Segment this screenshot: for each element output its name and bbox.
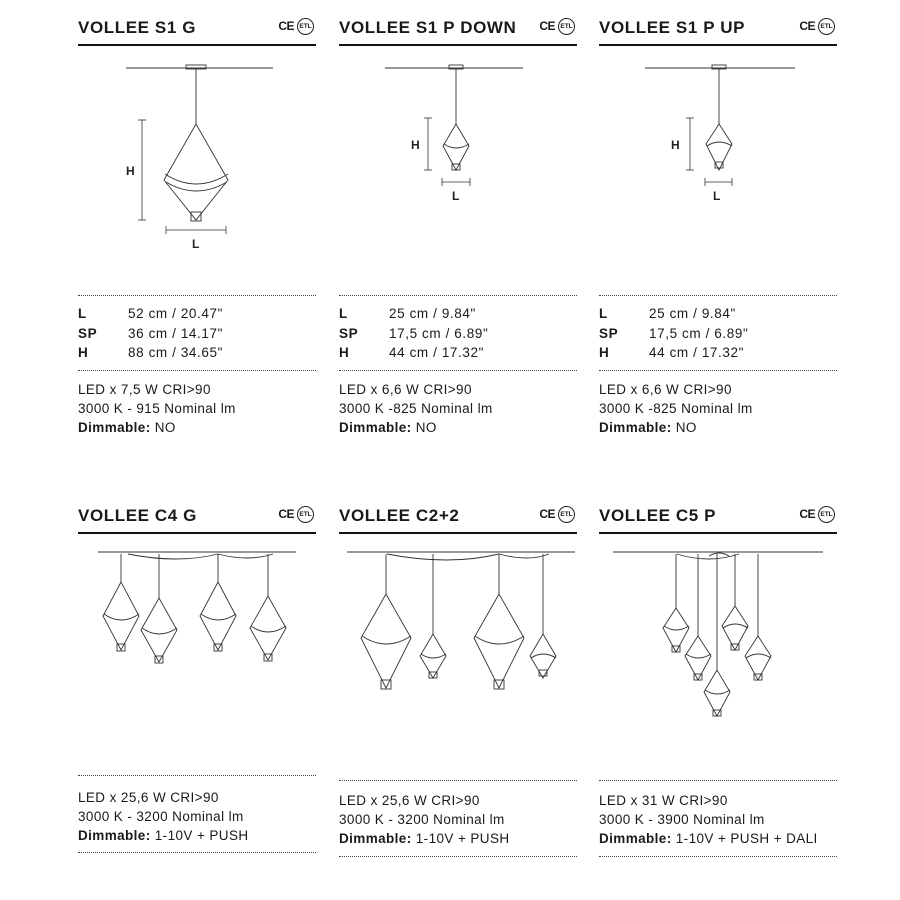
- ce-mark-icon: CE: [539, 507, 555, 521]
- dimmable-spec: [599, 831, 818, 850]
- lighting-info: [78, 790, 249, 847]
- ce-mark-icon: CE: [278, 507, 294, 521]
- product-title: VOLLEE C5 P: [599, 506, 717, 525]
- divider: [339, 780, 577, 781]
- lumen-spec: 3000 K - 3900 Nominal lm: [599, 812, 765, 827]
- etl-mark-icon: ETL: [818, 18, 835, 35]
- ce-mark-icon: CE: [539, 19, 555, 33]
- dimmable-value: NO: [150, 420, 176, 435]
- divider: [339, 370, 577, 371]
- dimmable-spec: [599, 420, 753, 439]
- divider: [599, 295, 837, 296]
- product-title: VOLLEE S1 P DOWN: [339, 18, 517, 37]
- product-card-c2-2: [339, 502, 577, 846]
- spec-row-height: [599, 345, 748, 365]
- lamp-drawing: [339, 542, 577, 782]
- title-row: [339, 502, 577, 534]
- spec-value: 25 cm / 9.84": [389, 306, 476, 321]
- led-spec: LED x 6,6 W CRI>90: [339, 382, 472, 397]
- etl-mark-icon: ETL: [558, 506, 575, 523]
- certification-marks: [539, 16, 575, 36]
- lamp-drawing: [599, 54, 837, 294]
- spec-key: L: [78, 306, 87, 321]
- product-title: VOLLEE C4 G: [78, 506, 198, 525]
- etl-mark-icon: ETL: [558, 18, 575, 35]
- spec-table: [78, 306, 223, 365]
- lamp-drawing: [339, 54, 577, 294]
- product-card-s1-p-down: [339, 14, 577, 435]
- lighting-info: [339, 382, 493, 439]
- etl-mark-icon: ETL: [297, 506, 314, 523]
- spec-key: L: [339, 306, 348, 321]
- height-dimension-label: H: [411, 138, 420, 152]
- led-spec: LED x 25,6 W CRI>90: [78, 790, 219, 805]
- product-title: VOLLEE C2+2: [339, 506, 460, 525]
- divider: [599, 780, 837, 781]
- certification-marks: [799, 16, 835, 36]
- spec-key: H: [339, 345, 350, 360]
- lighting-info: [599, 793, 818, 850]
- spec-value: 52 cm / 20.47": [128, 306, 223, 321]
- spec-table: [339, 306, 488, 365]
- spec-row-spacing: [339, 326, 488, 346]
- spec-key: H: [599, 345, 610, 360]
- lumen-spec: 3000 K - 915 Nominal lm: [78, 401, 236, 416]
- dimmable-value: 1-10V + PUSH + DALI: [671, 831, 818, 846]
- spec-row-height: [78, 345, 223, 365]
- ce-mark-icon: CE: [799, 19, 815, 33]
- lumen-spec: 3000 K -825 Nominal lm: [599, 401, 753, 416]
- length-dimension-label: L: [713, 189, 721, 203]
- divider: [599, 856, 837, 857]
- spec-row-length: [339, 306, 488, 326]
- divider: [599, 370, 837, 371]
- spec-value: 36 cm / 14.17": [128, 325, 223, 341]
- length-dimension-label: L: [452, 189, 460, 203]
- divider: [78, 295, 316, 296]
- dimmable-spec: [339, 420, 493, 439]
- certification-marks: [539, 504, 575, 524]
- lumen-spec: 3000 K -825 Nominal lm: [339, 401, 493, 416]
- spec-row-height: [339, 345, 488, 365]
- spec-row-spacing: [599, 326, 748, 346]
- spec-key: SP: [78, 325, 98, 341]
- ce-mark-icon: CE: [799, 507, 815, 521]
- product-card-s1-p-up: [599, 14, 837, 435]
- divider: [339, 295, 577, 296]
- certification-marks: [278, 16, 314, 36]
- product-card-c4-g: [78, 502, 316, 843]
- length-dimension-label: L: [192, 237, 200, 251]
- spec-key: SP: [339, 325, 359, 341]
- lighting-info: [599, 382, 753, 439]
- height-dimension-label: H: [126, 164, 135, 178]
- dimmable-spec: [78, 420, 236, 439]
- divider: [78, 852, 316, 853]
- spec-value: 17,5 cm / 6.89": [649, 325, 749, 341]
- spec-row-spacing: [78, 326, 223, 346]
- dimmable-label: Dimmable:: [339, 831, 412, 846]
- title-row: [339, 14, 577, 46]
- spec-value: 44 cm / 17.32": [649, 345, 744, 360]
- dimmable-spec: [339, 831, 510, 850]
- dimmable-label: Dimmable:: [599, 420, 672, 435]
- dimmable-spec: [78, 828, 249, 847]
- spec-value: 88 cm / 34.65": [128, 345, 223, 360]
- dimmable-label: Dimmable:: [339, 420, 412, 435]
- led-spec: LED x 7,5 W CRI>90: [78, 382, 211, 397]
- title-row: [599, 502, 837, 534]
- dimmable-value: NO: [671, 420, 697, 435]
- spec-value: 17,5 cm / 6.89": [389, 325, 489, 341]
- dimmable-label: Dimmable:: [78, 420, 151, 435]
- dimmable-value: 1-10V + PUSH: [411, 831, 510, 846]
- product-title: VOLLEE S1 P UP: [599, 18, 746, 37]
- dimmable-label: Dimmable:: [599, 831, 672, 846]
- certification-marks: [278, 504, 314, 524]
- product-card-s1-g: [78, 14, 316, 435]
- height-dimension-label: H: [671, 138, 680, 152]
- dimmable-value: 1-10V + PUSH: [150, 828, 249, 843]
- etl-mark-icon: ETL: [818, 506, 835, 523]
- title-row: [599, 14, 837, 46]
- title-row: [78, 502, 316, 534]
- dimmable-label: Dimmable:: [78, 828, 151, 843]
- lighting-info: [78, 382, 236, 439]
- lumen-spec: 3000 K - 3200 Nominal lm: [78, 809, 244, 824]
- lumen-spec: 3000 K - 3200 Nominal lm: [339, 812, 505, 827]
- title-row: [78, 14, 316, 46]
- spec-row-length: [78, 306, 223, 326]
- spec-key: SP: [599, 325, 619, 341]
- divider: [78, 775, 316, 776]
- spec-value: 25 cm / 9.84": [649, 306, 736, 321]
- led-spec: LED x 25,6 W CRI>90: [339, 793, 480, 808]
- spec-key: H: [78, 345, 89, 360]
- certification-marks: [799, 504, 835, 524]
- ce-mark-icon: CE: [278, 19, 294, 33]
- spec-key: L: [599, 306, 608, 321]
- divider: [339, 856, 577, 857]
- spec-value: 44 cm / 17.32": [389, 345, 484, 360]
- dimmable-value: NO: [411, 420, 437, 435]
- led-spec: LED x 6,6 W CRI>90: [599, 382, 732, 397]
- lamp-drawing: [78, 54, 316, 294]
- spec-row-length: [599, 306, 748, 326]
- product-card-c5-p: [599, 502, 837, 846]
- divider: [78, 370, 316, 371]
- lamp-drawing: [599, 542, 837, 782]
- etl-mark-icon: ETL: [297, 18, 314, 35]
- lamp-drawing: [78, 542, 316, 782]
- lighting-info: [339, 793, 510, 850]
- product-title: VOLLEE S1 G: [78, 18, 197, 37]
- spec-table: [599, 306, 748, 365]
- led-spec: LED x 31 W CRI>90: [599, 793, 728, 808]
